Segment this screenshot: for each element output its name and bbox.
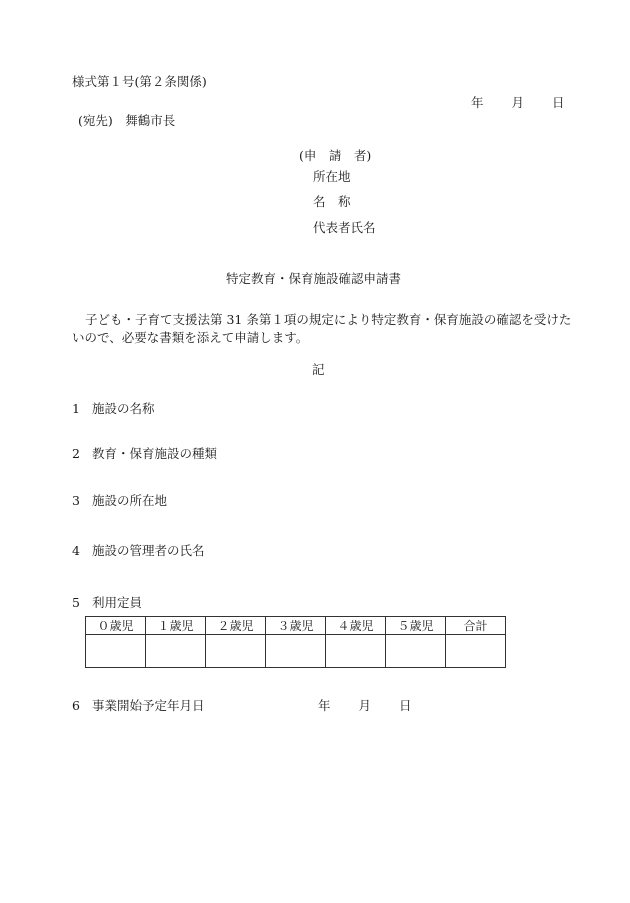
applicant-heading: (申 請 者): [299, 148, 372, 163]
item-label: 利用定員: [92, 595, 143, 610]
item-number: 1: [72, 401, 80, 416]
capacity-cell-age2[interactable]: [206, 635, 266, 668]
start-year-label: 年: [318, 698, 331, 713]
date-month-label: 月: [511, 95, 525, 110]
capacity-header-row: [86, 617, 506, 635]
capacity-header-age3: ３歳児: [266, 617, 326, 635]
item-number: 6: [72, 698, 80, 713]
capacity-header-age4: ４歳児: [326, 617, 386, 635]
capacity-header-total: 合計: [446, 617, 506, 635]
item-number: 5: [72, 595, 80, 610]
item-number: 3: [72, 493, 80, 508]
item-label: 教育・保育施設の種類: [92, 446, 218, 461]
item-label: 施設の名称: [92, 401, 155, 416]
item-facility-name: [72, 403, 155, 416]
application-statement: 子ども・子育て支援法第 31 条第１項の規定により特定教育・保育施設の確認を受けたいので、必要な書類を添えて申請します。: [72, 312, 572, 345]
capacity-table: [85, 616, 506, 668]
item-number: 4: [72, 543, 80, 558]
applicant-location-label: 所在地: [313, 169, 351, 184]
capacity-cell-age5[interactable]: [386, 635, 446, 668]
capacity-cell-age3[interactable]: [266, 635, 326, 668]
capacity-header-age2: ２歳児: [206, 617, 266, 635]
capacity-cell-total[interactable]: [446, 635, 506, 668]
start-day-label: 日: [399, 698, 412, 713]
capacity-header-age5: ５歳児: [386, 617, 446, 635]
document-title: 特定教育・保育施設確認申請書: [226, 271, 402, 286]
item-facility-location: [72, 495, 167, 508]
start-month-label: 月: [358, 698, 372, 713]
item-facility-type: [72, 448, 217, 461]
item-number: 2: [72, 446, 80, 461]
date-year-label: 年: [471, 95, 484, 110]
item-label: 事業開始予定年月日: [92, 698, 205, 713]
applicant-name-label: 名 称: [313, 194, 351, 209]
form-number: 様式第１号(第２条関係): [72, 74, 207, 89]
item-capacity: [72, 597, 142, 610]
capacity-header-age1: １歳児: [146, 617, 206, 635]
capacity-value-row: [86, 635, 506, 668]
item-start-date: [72, 700, 412, 713]
item-label: 施設の所在地: [92, 493, 168, 508]
item-manager-name: [72, 545, 205, 558]
date-day-label: 日: [552, 95, 565, 110]
submission-date: [471, 97, 565, 110]
addressee: (宛先) 舞鶴市長: [78, 113, 176, 128]
capacity-cell-age1[interactable]: [146, 635, 206, 668]
capacity-header-age0: ０歳児: [86, 617, 146, 635]
capacity-cell-age0[interactable]: [86, 635, 146, 668]
ki-heading: 記: [312, 362, 325, 377]
capacity-cell-age4[interactable]: [326, 635, 386, 668]
applicant-representative-label: 代表者氏名: [313, 220, 376, 235]
item-label: 施設の管理者の氏名: [92, 543, 205, 558]
